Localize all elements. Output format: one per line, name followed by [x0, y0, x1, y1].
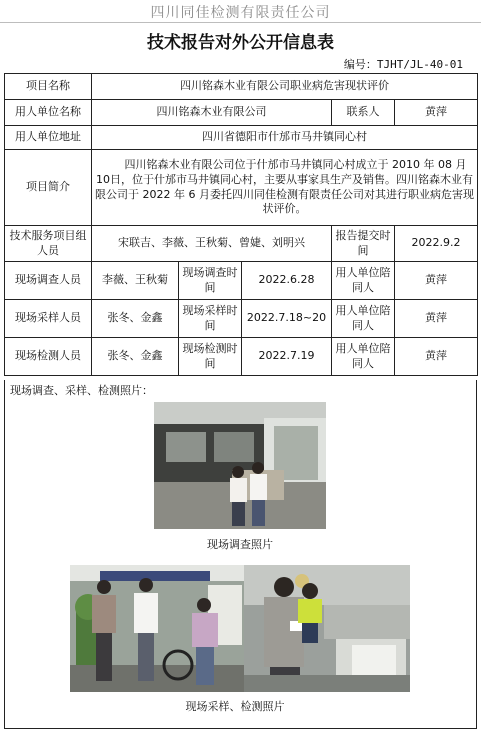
label-employer: 用人单位名称 [5, 100, 92, 126]
label-project-name: 项目名称 [5, 74, 92, 100]
label-survey-escort: 用人单位陪同人 [332, 262, 395, 300]
photo-section-heading: 现场调查、采样、检测照片： [10, 384, 153, 397]
sampling-photo-right [244, 565, 410, 692]
label-testing-time: 现场检测时间 [179, 338, 242, 376]
label-testing-escort: 用人单位陪同人 [332, 338, 395, 376]
label-team: 技术服务项目组人员 [5, 226, 92, 262]
value-project-name: 四川铭森木业有限公司职业病危害现状评价 [92, 74, 478, 100]
label-testing-staff: 现场检测人员 [5, 338, 92, 376]
photo-section [4, 380, 477, 729]
row-sampling [5, 300, 478, 338]
survey-photo-caption: 现场调查照片 [207, 538, 273, 551]
survey-photo [154, 402, 326, 529]
value-sampling-escort: 黄萍 [395, 300, 478, 338]
value-team: 宋联吉、李薇、王秋菊、曾婕、刘明兴 [92, 226, 332, 262]
value-testing-time: 2022.7.19 [242, 338, 332, 376]
label-submit-time: 报告提交时间 [332, 226, 395, 262]
label-contact: 联系人 [332, 100, 395, 126]
row-survey [5, 262, 478, 300]
sampling-photo-left-image [70, 565, 244, 692]
value-employer: 四川铭森木业有限公司 [92, 100, 332, 126]
value-testing-staff: 张冬、金鑫 [92, 338, 179, 376]
header-company-name: 四川同佳检测有限责任公司 [150, 5, 331, 21]
value-survey-escort: 黄萍 [395, 262, 478, 300]
label-survey-time: 现场调查时间 [179, 262, 242, 300]
label-sampling-escort: 用人单位陪同人 [332, 300, 395, 338]
header-divider [0, 22, 481, 23]
label-address: 用人单位地址 [5, 126, 92, 150]
value-survey-time: 2022.6.28 [242, 262, 332, 300]
document-number: 编号：TJHT/JL-40-01 [343, 58, 463, 71]
value-address: 四川省德阳市什邡市马井镇同心村 [92, 126, 478, 150]
sampling-photo-left [70, 565, 244, 692]
info-table [4, 73, 478, 376]
row-employer [5, 100, 478, 126]
document-title: 技术报告对外公开信息表 [147, 33, 334, 53]
label-survey-staff: 现场调查人员 [5, 262, 92, 300]
value-testing-escort: 黄萍 [395, 338, 478, 376]
value-intro: 四川铭森木业有限公司位于什邡市马井镇同心村成立于 2010 年 08 月 10日，位于什邡市马井镇同心村，主要从事家具生产及销售。四川铭森木业有限公司于 2022 年 6 月委托四川同佳检测有限责任公司对其进行职业病危害现状评价。 [92, 150, 478, 226]
survey-photo-image [154, 402, 326, 529]
row-intro [5, 150, 478, 226]
label-sampling-time: 现场采样时间 [179, 300, 242, 338]
sampling-photo-right-image [244, 565, 410, 692]
row-project-name [5, 74, 478, 100]
label-intro: 项目简介 [5, 150, 92, 226]
value-contact: 黄萍 [395, 100, 478, 126]
row-address [5, 126, 478, 150]
sampling-photo-caption: 现场采样、检测照片 [185, 700, 285, 713]
value-survey-staff: 李薇、王秋菊 [92, 262, 179, 300]
value-sampling-time: 2022.7.18~20 [242, 300, 332, 338]
row-testing [5, 338, 478, 376]
value-sampling-staff: 张冬、金鑫 [92, 300, 179, 338]
row-team [5, 226, 478, 262]
label-sampling-staff: 现场采样人员 [5, 300, 92, 338]
value-submit-time: 2022.9.2 [395, 226, 478, 262]
